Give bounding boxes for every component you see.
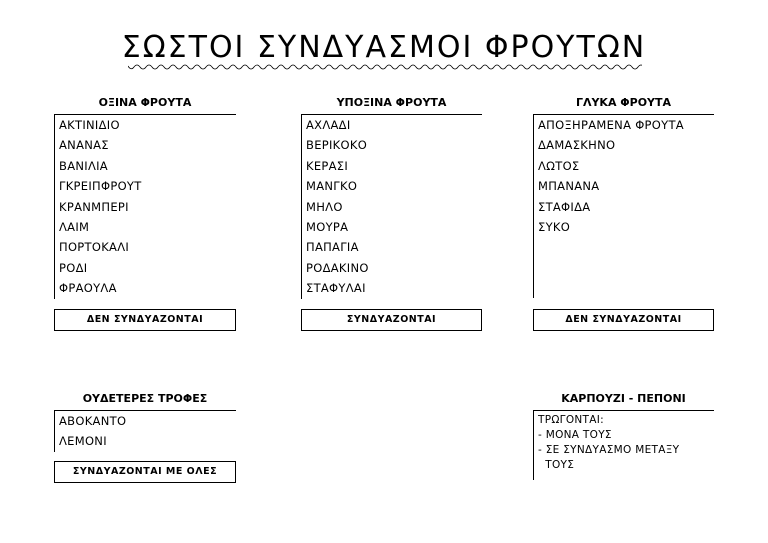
list-item: ΛΑΙΜ xyxy=(59,219,90,234)
list-item: ΣΥΚΟ xyxy=(538,219,571,234)
list-item: ΒΕΡΙΚΟΚΟ xyxy=(306,138,368,153)
list-item: ΦΡΑΟΥΛΑ xyxy=(59,281,117,296)
fruit-list xyxy=(533,114,714,298)
column-heading: ΥΠΟΞΙΝΑ ΦΡΟΥΤΑ xyxy=(336,96,447,109)
semi-sour-combination-button[interactable]: ΣΥΝΔΥΑΖΟΝΤΑΙ xyxy=(301,309,482,331)
page-title: ΣΩΣΤΟΙ ΣΥΝΔΥΑΣΜΟΙ ΦΡΟΥΤΩΝ xyxy=(121,30,647,65)
list-item: ΜΑΝΓΚΟ xyxy=(306,179,358,194)
column-sour-fruits xyxy=(54,96,236,299)
neutral-combination-button[interactable]: ΣΥΝΔΥΑΖΟΝΤΑΙ ΜΕ ΟΛΕΣ xyxy=(54,461,236,483)
list-item: ΜΟΥΡΑ xyxy=(306,219,349,234)
list-item: ΑΠΟΞΗΡΑΜΕΝΑ ΦΡΟΥΤΑ xyxy=(538,118,684,132)
list-item: ΒΑΝΙΛΙΑ xyxy=(59,158,108,173)
fruit-list xyxy=(301,114,482,299)
column-sweet-fruits xyxy=(533,96,714,298)
list-item: ΑΚΤΙΝΙΔΙΟ xyxy=(59,118,120,132)
column-heading: ΟΥΔΕΤΕΡΕΣ ΤΡΟΦΕΣ xyxy=(82,392,208,405)
list-item: ΑΒΟΚΑΝΤΟ xyxy=(59,414,127,428)
column-heading: ΚΑΡΠΟΥΖΙ - ΠΕΠΟΝΙ xyxy=(561,392,686,405)
fruit-list xyxy=(54,410,236,452)
list-item: ΜΗΛΟ xyxy=(306,199,343,214)
list-item: ΑΧΛΑΔΙ xyxy=(306,118,351,132)
list-item: ΠΑΠΑΓΙΑ xyxy=(306,240,359,255)
column-neutral-foods xyxy=(54,392,236,452)
list-item: ΔΑΜΑΣΚΗΝΟ xyxy=(538,138,616,153)
list-item: ΡΟΔΙ xyxy=(59,260,88,275)
list-item: ΡΟΔΑΚΙΝΟ xyxy=(306,260,369,275)
column-semi-sour-fruits xyxy=(301,96,482,299)
list-item: ΠΟΡΤΟΚΑΛΙ xyxy=(59,240,130,255)
sour-combination-button[interactable]: ΔΕΝ ΣΥΝΔΥΑΖΟΝΤΑΙ xyxy=(54,309,236,331)
list-item: ΛΕΜΟΝΙ xyxy=(59,434,107,449)
column-watermelon-melon xyxy=(533,392,714,480)
list-item: ΣΤΑΦΥΛΑΙ xyxy=(306,281,366,296)
list-item: ΚΕΡΑΣΙ xyxy=(306,158,349,173)
note-line: ΤΡΩΓΟΝΤΑΙ: xyxy=(538,414,604,426)
note-line: - ΜΟΝΑ ΤΟΥΣ xyxy=(538,429,612,441)
title-wavy-underline xyxy=(128,64,642,72)
list-item: ΣΤΑΦΙΔΑ xyxy=(538,199,591,214)
sweet-combination-button[interactable]: ΔΕΝ ΣΥΝΔΥΑΖΟΝΤΑΙ xyxy=(533,309,714,331)
melon-notes xyxy=(533,410,714,480)
note-line: - ΣΕ ΣΥΝΔΥΑΣΜΟ ΜΕΤΑΞΥ xyxy=(538,444,680,456)
column-heading: ΓΛΥΚΑ ΦΡΟΥΤΑ xyxy=(575,96,672,109)
list-item: ΑΝΑΝΑΣ xyxy=(59,138,109,153)
list-item: ΚΡΑΝΜΠΕΡΙ xyxy=(59,199,129,214)
list-item: ΓΚΡΕΙΠΦΡΟΥΤ xyxy=(59,179,142,194)
fruit-list xyxy=(54,114,236,299)
list-item: ΜΠΑΝΑΝΑ xyxy=(538,179,600,194)
column-heading: ΟΞΙΝΑ ΦΡΟΥΤΑ xyxy=(98,96,192,109)
note-line: ΤΟΥΣ xyxy=(538,459,575,471)
list-item: ΛΩΤΟΣ xyxy=(538,158,580,173)
